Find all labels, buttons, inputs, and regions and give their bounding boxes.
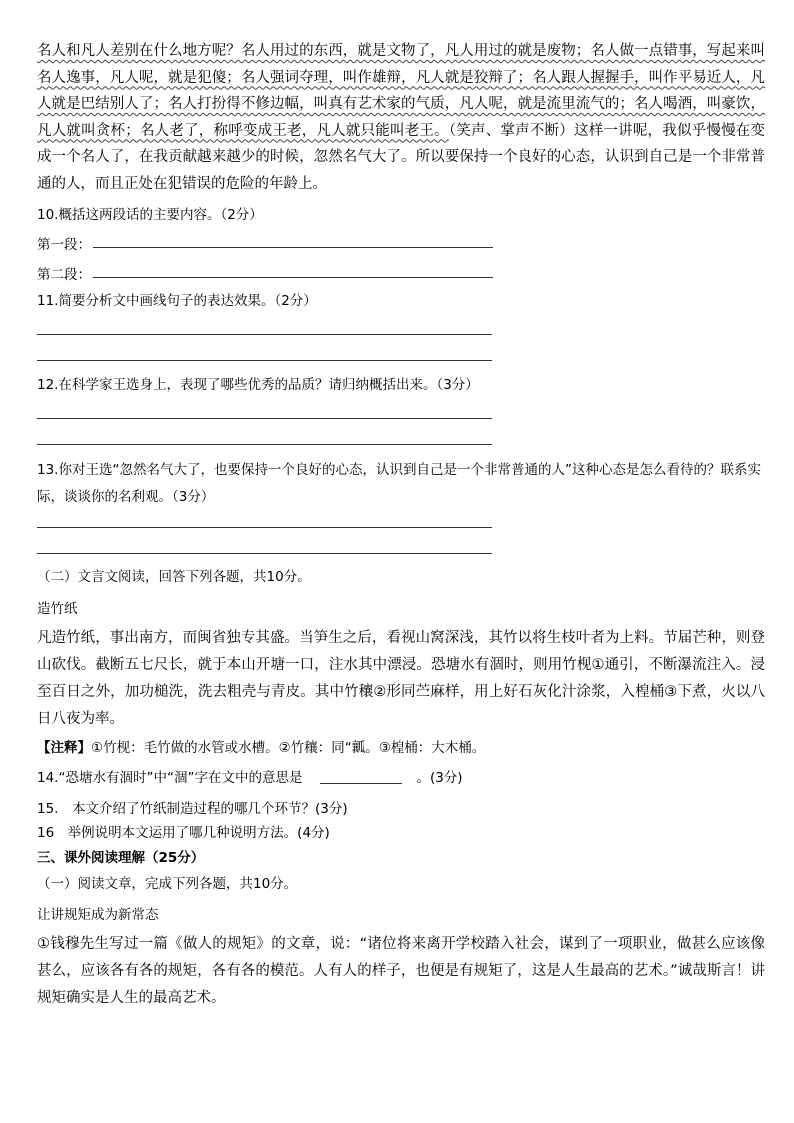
annotation [37, 733, 765, 763]
annotation-text: ①竹枧：毛竹做的水管或水槽。②竹穰：同“瓤。③楻桶：大木桶。 [91, 740, 486, 756]
question-10: 10.概括这两段话的主要内容。（2分） [37, 207, 263, 223]
exam-page [37, 38, 765, 1012]
answer-row-first [37, 227, 765, 253]
answer-label-second: 第二段： [37, 267, 91, 283]
article-title: 让讲规矩成为新常态 [37, 907, 159, 923]
article-paragraph: ①钱穆先生写过一篇《做人的规矩》的文章，说：“诸位将来离开学校踏入社会，谋到了一项职业，做甚么应该像甚么，应该各有各的规矩，各有各的模范。人有人的样子，也便是有规矩了，这是人生最高的艺术。”诚哉斯言！讲规矩确实是人生的最高艺术。 [37, 936, 765, 1006]
question-14 [37, 763, 765, 793]
question-16: 16 举例说明本文运用了哪几种说明方法。(4分) [37, 825, 330, 841]
fill-in-blank[interactable] [320, 783, 402, 784]
annotation-label: 【注释】 [37, 740, 91, 756]
passage-rest: （笑声、掌声不断）这样一讲呢，我似乎慢慢在变成一个名人了，在我贡献越来越少的时候，忽然名气大了。所以要保持一个良好的心态，认识到自己是一个非常普通的人，而且正处在犯错误的危险的年龄上。 [37, 122, 766, 192]
passage-paragraph [37, 38, 765, 197]
underlined-sentences: 名人和凡人差别在什么地方呢？名人用过的东西，就是文物了，凡人用过的就是废物；名人做一点错事，写起来叫名人逸事，凡人呢，就是犯傻；名人强词夺理，叫作雄辩，凡人就是狡辩了；名人跟人握握手，叫作平易近人，凡人就是巴结别人了；名人打扮得不修边幅，叫真有艺术家的气质，凡人呢，就是流里流气的；名人喝酒，叫豪饮，凡人就叫贪杯；名人老了，称呼变成王老，凡人就只能叫老王。 [37, 43, 765, 139]
section-2-title: 造竹纸 [37, 601, 78, 617]
answer-label-first: 第一段： [37, 237, 91, 253]
answer-line-first[interactable] [93, 247, 493, 248]
section-2-heading: （二）文言文阅读，回答下列各题，共10分。 [37, 569, 311, 585]
section-3-heading: 三、课外阅读理解（25分） [37, 850, 205, 866]
question-14-text: 14.“恐塘水有涸时”中“涸”字在文中的意思是 [37, 770, 303, 786]
question-11: 11.简要分析文中画线句子的表达效果。（2分） [37, 293, 317, 309]
question-15: 15. 本文介绍了竹纸制造过程的哪几个环节？(3分) [37, 801, 348, 817]
answer-row-second [37, 253, 765, 283]
answer-line-second[interactable] [93, 277, 493, 278]
classical-text: 凡造竹纸，事出南方，而闽省独专其盛。当笋生之后，看视山窝深浅，其竹以将生枝叶者为上料。节届芒种，则登山砍伐。截断五七尺长，就于本山开塘一口，注水其中漂浸。恐塘水有涸时，则用竹枧①通引，不断瀑流注入。浸至百日之外，加功槌洗，洗去粗壳与青皮。其中竹穰②形同苎麻样，用上好石灰化汁涂浆，入楻桶③下煮，火以八日八夜为率。 [37, 630, 765, 727]
question-14-points: 。(3分) [416, 770, 463, 786]
question-13: 13.你对王选“忽然名气大了，也要保持一个良好的心态，认识到自己是一个非常普通的人”这种心态是怎么看待的？联系实际，谈谈你的名利观。（3分） [37, 462, 761, 505]
section-3-subheading: （一）阅读文章，完成下列各题，共10分。 [37, 876, 298, 892]
question-12: 12.在科学家王选身上，表现了哪些优秀的品质？请归纳概括出来。（3分） [37, 377, 479, 393]
